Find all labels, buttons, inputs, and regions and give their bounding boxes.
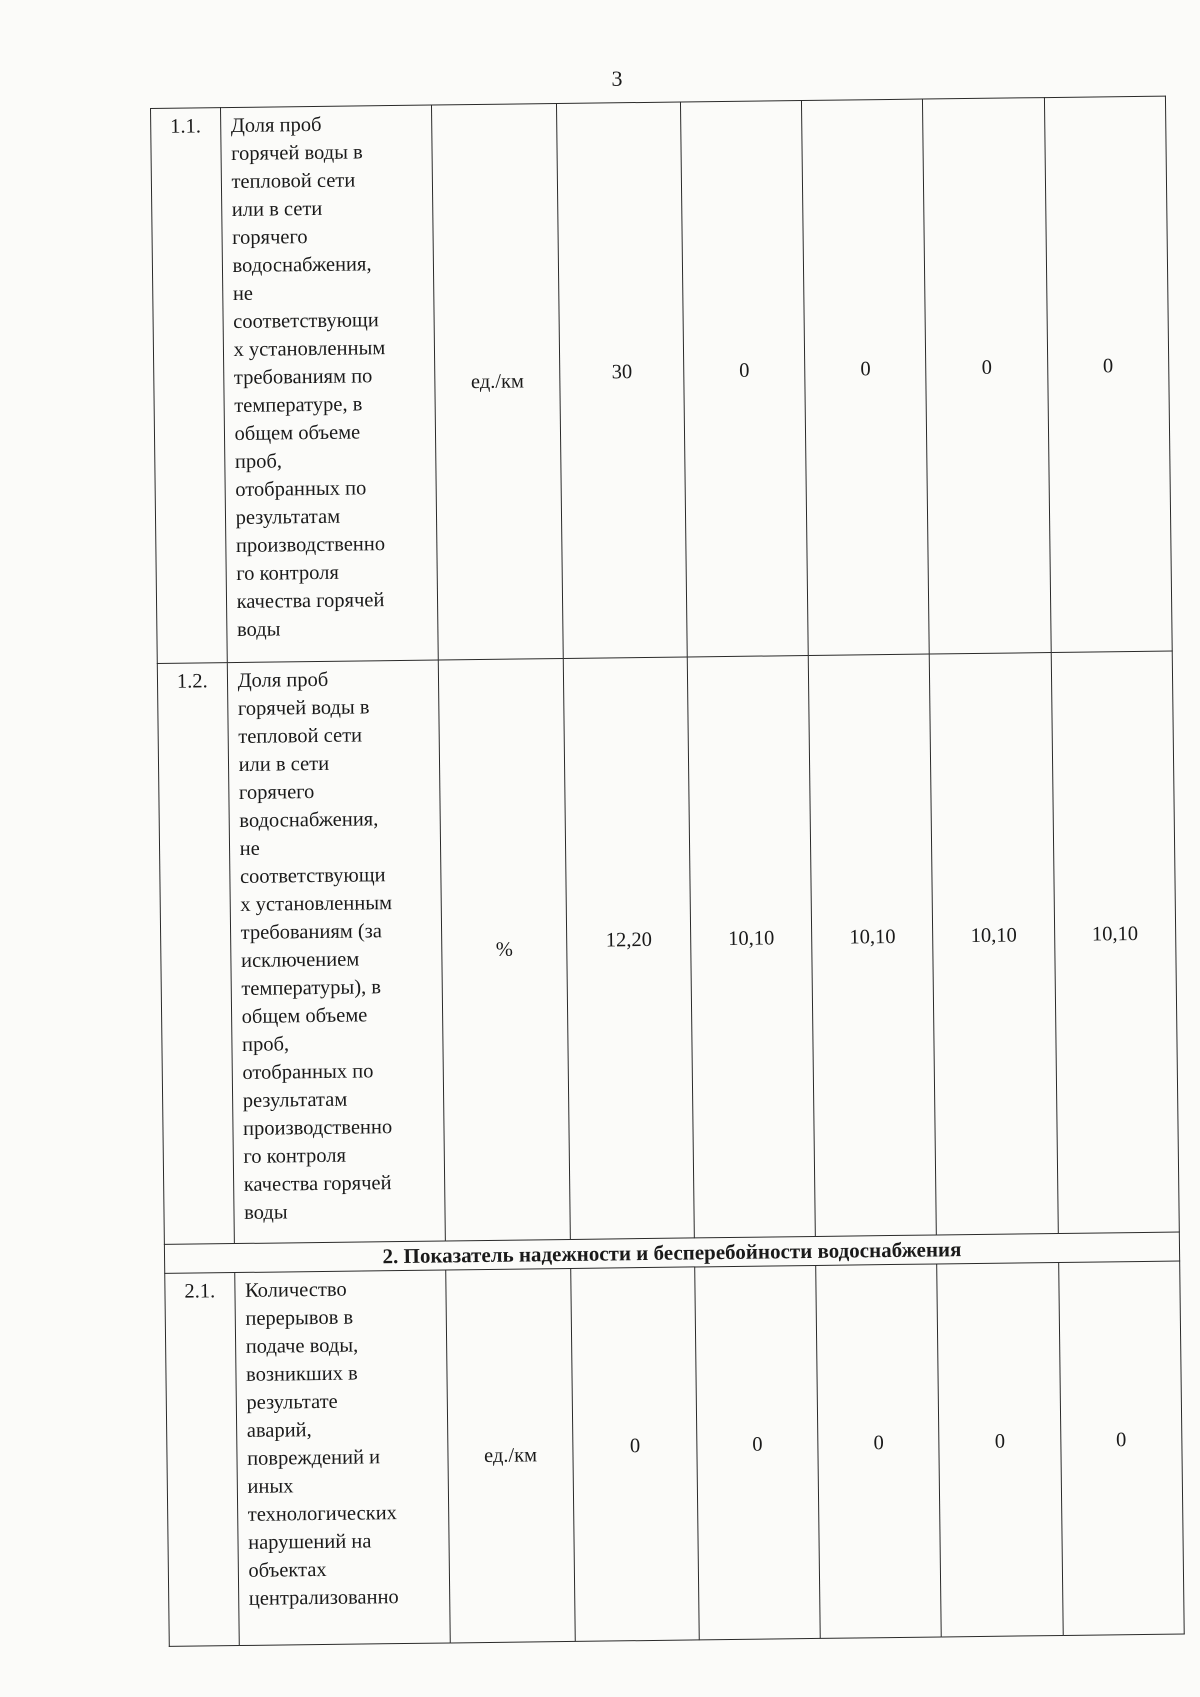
name-line: возникших в — [245, 1362, 358, 1386]
indicator-name — [227, 660, 445, 1244]
name-line: качества горячей — [243, 1172, 392, 1196]
name-line: объектах — [248, 1558, 327, 1582]
name-line: не — [232, 282, 254, 306]
indicators-table — [150, 96, 1185, 1647]
name-line: тепловой сети — [231, 169, 356, 194]
value-cell: 0 — [571, 1267, 699, 1641]
name-line: х установленным — [233, 337, 386, 361]
value-cell: 0 — [680, 101, 808, 657]
table-row-1-2 — [157, 651, 1179, 1244]
value-cell: 0 — [802, 99, 930, 655]
name-line: результатам — [242, 1088, 348, 1112]
name-line: подаче воды, — [245, 1334, 359, 1358]
table-row-1-1 — [151, 96, 1173, 663]
name-line: результате — [246, 1390, 338, 1414]
page-table-wrap — [150, 96, 1185, 1647]
name-line: го контроля — [243, 1144, 347, 1168]
name-line: Доля проб — [237, 668, 329, 692]
name-line: х установленным — [240, 892, 393, 916]
value-cell: 10,10 — [930, 653, 1058, 1235]
row-number: 2.1. — [165, 1273, 239, 1647]
name-line: исключением — [240, 948, 360, 972]
name-line: соответствующи — [233, 309, 379, 333]
name-line: воды — [236, 618, 281, 641]
name-line: отобранных по — [242, 1060, 374, 1084]
name-line: общем объеме — [241, 1004, 368, 1028]
name-line: температуре, в — [234, 393, 363, 417]
value-cell: 0 — [937, 1262, 1063, 1636]
value-cell: 30 — [557, 102, 687, 658]
name-line: качества горячей — [236, 589, 385, 613]
name-line: иных — [247, 1475, 294, 1498]
name-line: централизованно — [248, 1586, 399, 1610]
name-line: проб, — [234, 450, 283, 473]
value-cell: 0 — [923, 98, 1051, 654]
name-line: нарушений на — [248, 1530, 372, 1554]
name-line: го контроля — [236, 561, 339, 585]
name-line: или в сети — [231, 197, 323, 222]
name-line: Количество — [244, 1278, 347, 1302]
name-line: температуры), в — [241, 976, 382, 1000]
name-line: тепловой сети — [238, 724, 363, 748]
name-line: результатам — [235, 505, 341, 529]
name-line: горячего — [238, 781, 315, 804]
value-cell: 0 — [695, 1265, 821, 1639]
name-line: повреждений и — [246, 1446, 381, 1470]
name-line: горячей воды в — [237, 696, 370, 720]
name-line: горячего — [232, 226, 308, 250]
value-cell: 0 — [1044, 96, 1172, 652]
indicator-name — [234, 1270, 450, 1646]
unit-cell: % — [438, 658, 571, 1240]
value-cell: 10,10 — [687, 655, 815, 1237]
value-cell: 10,10 — [1051, 651, 1179, 1233]
name-line: не — [239, 837, 260, 860]
value-cell: 12,20 — [564, 657, 695, 1239]
name-line: воды — [243, 1201, 288, 1224]
value-cell: 10,10 — [808, 654, 936, 1236]
name-line: производственно — [242, 1116, 393, 1140]
name-line: перерывов в — [245, 1306, 354, 1330]
name-line: Доля проб — [230, 113, 322, 138]
page-number: 3 — [611, 66, 623, 91]
name-line: горячей воды в — [231, 141, 363, 166]
name-line: требованиям (за — [240, 920, 383, 944]
name-line: или в сети — [238, 752, 330, 776]
value-cell: 0 — [816, 1264, 942, 1638]
name-line: водоснабжения, — [232, 253, 372, 278]
name-line: технологических — [247, 1502, 397, 1526]
section-2-title: 2. Показатель надежности и бесперебойности водоснабжения — [164, 1232, 1179, 1273]
name-line: отобранных по — [235, 477, 367, 501]
table-row-2-1 — [165, 1261, 1184, 1646]
value-cell: 0 — [1058, 1261, 1184, 1635]
name-line: соответствующи — [239, 864, 386, 888]
name-line: общем объеме — [234, 421, 361, 445]
name-line: водоснабжения, — [239, 808, 379, 832]
name-line: производственно — [235, 533, 386, 557]
indicator-name — [220, 105, 438, 663]
row-number: 1.1. — [151, 108, 227, 664]
name-line: аварий, — [246, 1419, 312, 1442]
name-line: проб, — [241, 1033, 290, 1056]
unit-cell: ед./км — [445, 1268, 575, 1643]
row-number: 1.2. — [157, 663, 234, 1245]
unit-cell: ед./км — [431, 104, 564, 660]
name-line: требованиям по — [233, 365, 373, 389]
